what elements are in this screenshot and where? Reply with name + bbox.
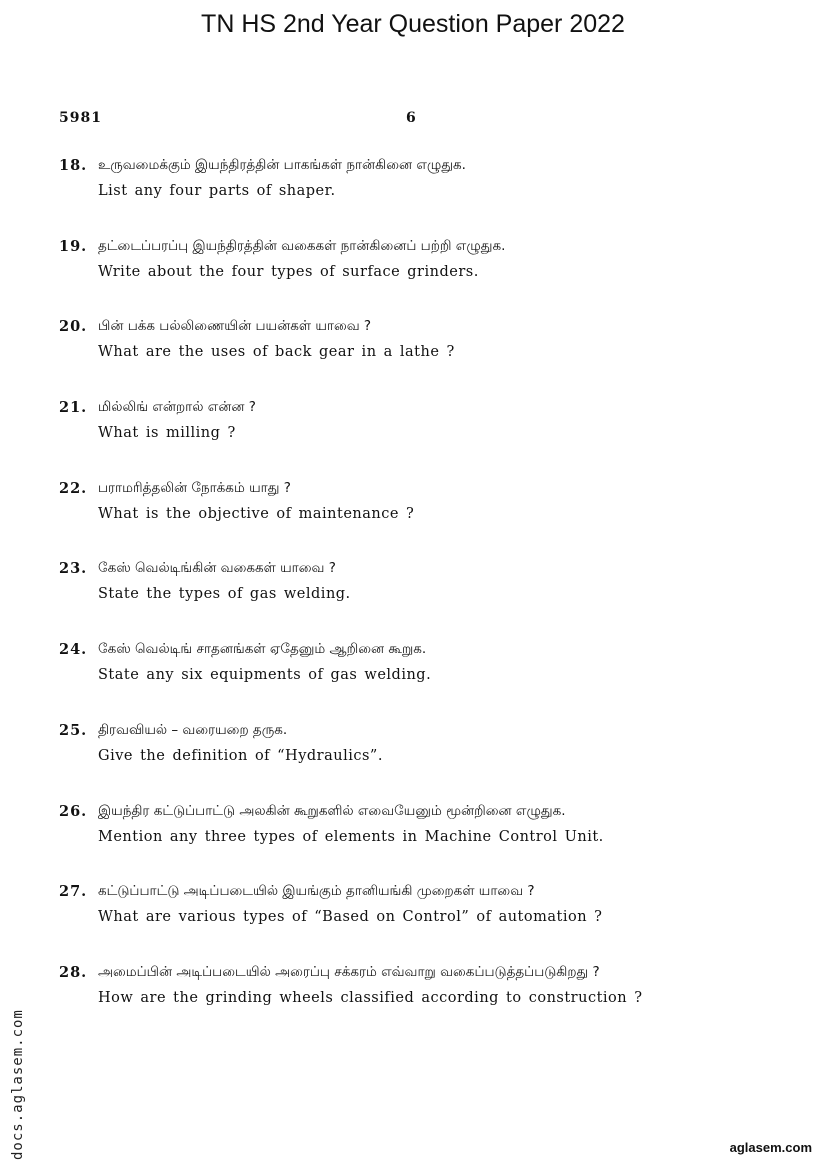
question-text-tamil: அமைப்பின் அடிப்படையில் அரைப்பு சக்கரம் எவ்வாறு வகைப்படுத்தப்படுகிறது ? [98,963,600,980]
question-text-tamil: கேஸ் வெல்டிங்கின் வகைகள் யாவை ? [98,560,336,577]
question-text-english: State the types of gas welding. [98,586,351,603]
question-item [59,881,779,962]
question-item [59,316,779,397]
question-number: 18. [59,157,88,174]
question-text-tamil: திரவவியல் – வரையறை தருக. [98,721,288,738]
question-text-english: How are the grinding wheels classified according to construction ? [98,989,643,1006]
question-text-tamil: பராமரித்தலின் நோக்கம் யாது ? [98,479,291,496]
banner-title: TN HS 2nd Year Question Paper 2022 [201,10,625,38]
question-number: 22. [59,479,88,497]
question-text-english: List any four parts of shaper. [98,183,336,199]
question-number: 27. [59,883,88,901]
question-item [59,155,779,236]
question-text-tamil: தட்டைப்பரப்பு இயந்திரத்தின் வகைகள் நான்கினைப் பற்றி எழுதுக. [98,237,506,254]
question-number: 28. [59,963,88,981]
question-text-tamil: உருவமைக்கும் இயந்திரத்தின் பாகங்கள் நான்கினை எழுதுக. [98,157,466,173]
question-item [59,639,779,720]
question-item [59,236,779,317]
question-text-english: State any six equipments of gas welding. [98,667,432,684]
question-text-english: What are various types of “Based on Control” of automation ? [98,909,603,926]
question-text-english: What are the uses of back gear in a lathe ? [98,344,455,361]
question-item [59,478,779,559]
question-text-english: Mention any three types of elements in Machine Control Unit. [98,828,604,845]
question-text-tamil: மில்லிங் என்றால் என்ன ? [98,399,256,416]
question-number: 20. [59,318,88,336]
question-text-tamil: கேஸ் வெல்டிங் சாதனங்கள் ஏதேனும் ஆறினை கூறுக. [98,641,427,658]
side-watermark: docs.aglasem.com [10,1009,26,1160]
question-number: 23. [59,560,88,578]
page-number: 6 [406,110,417,126]
question-text-english: What is milling ? [98,425,236,442]
question-number: 26. [59,802,88,820]
question-item [59,558,779,639]
question-text-english: Write about the four types of surface grinders. [98,263,479,280]
question-text-tamil: இயந்திர கட்டுப்பாட்டு அலகின் கூறுகளில் எவையேனும் மூன்றினை எழுதுக. [98,802,566,819]
question-list [59,155,779,1043]
question-item [59,720,779,801]
question-item [59,962,779,1043]
question-text-tamil: கட்டுப்பாட்டு அடிப்படையில் இயங்கும் தானியங்கி முறைகள் யாவை ? [98,883,535,900]
question-text-tamil: பின் பக்க பல்லிணையின் பயன்கள் யாவை ? [98,318,372,335]
page-header [59,110,459,130]
footer-brand: aglasem.com [729,1140,812,1155]
question-number: 21. [59,399,88,417]
question-text-english: What is the objective of maintenance ? [98,505,415,522]
question-number: 24. [59,641,88,659]
question-item [59,801,779,882]
paper-code: 5981 [59,110,102,126]
question-number: 19. [59,237,88,255]
question-text-english: Give the definition of “Hydraulics”. [98,747,383,764]
question-number: 25. [59,721,88,739]
question-item [59,397,779,478]
